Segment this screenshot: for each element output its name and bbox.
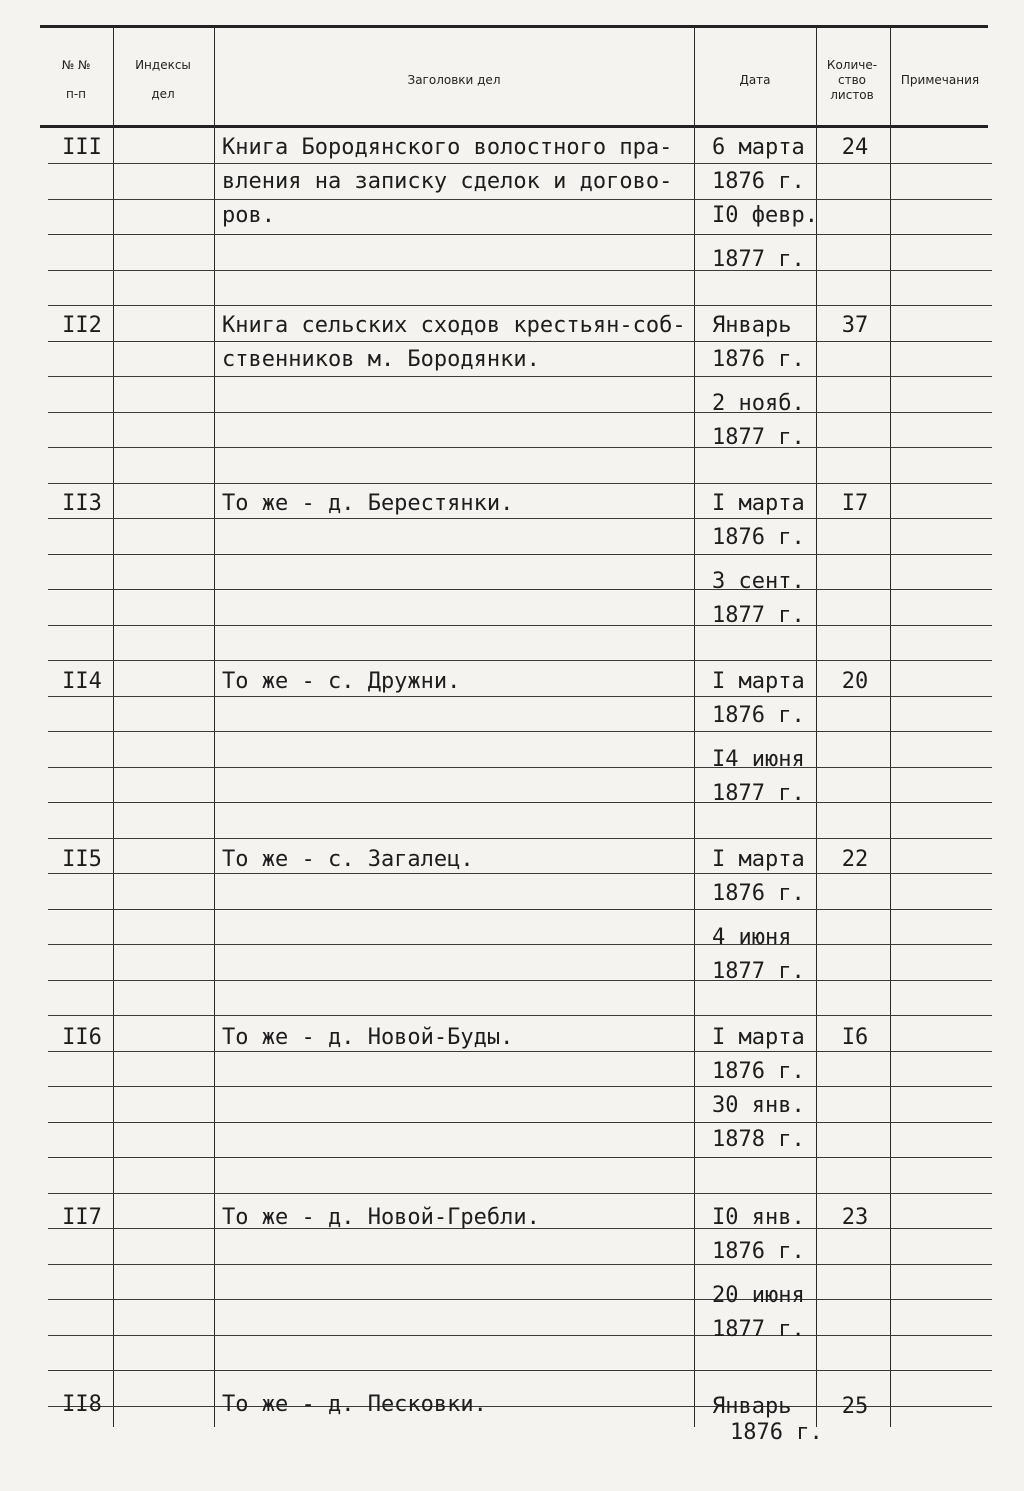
record-number: II4: [62, 669, 102, 694]
record-sheet-count: I6: [841, 1025, 869, 1050]
record-sheet-count: 24: [841, 135, 869, 160]
record-date-line: 4 июня: [712, 925, 792, 950]
header-num-line: № №: [61, 58, 91, 72]
table-row: [0, 1205, 1024, 1383]
table-row: [0, 847, 1024, 1025]
header-sheets-line: ство: [837, 72, 866, 87]
record-date-line: 1877 г.: [712, 959, 805, 984]
record-sheet-count: I7: [841, 491, 869, 516]
record-date-line: 2 нояб.: [712, 391, 805, 416]
record-title-line: То же - д. Берестянки.: [222, 491, 514, 516]
header-title: Заголовки дел: [407, 72, 501, 87]
header-num: [40, 40, 112, 120]
record-title-line: ственников м. Бородянки.: [222, 347, 540, 372]
record-title-line: То же - д. Песковки.: [222, 1392, 487, 1417]
record-title-line: вления на записку сделок и догово-: [222, 169, 673, 194]
record-sheet-count: 25: [841, 1394, 869, 1419]
record-title-line: Книга Бородянского волостного пра-: [222, 135, 673, 160]
record-date-line: I марта: [712, 1025, 805, 1050]
record-number: II3: [62, 491, 102, 516]
header-sheets: [816, 40, 888, 120]
record-number: II8: [62, 1392, 102, 1417]
header-notes: Примечания: [900, 72, 980, 87]
record-date-line: 1876 г.: [730, 1420, 823, 1445]
record-title-line: ров.: [222, 203, 275, 228]
record-date-line: 1876 г.: [712, 169, 805, 194]
table-row: [0, 669, 1024, 847]
table-row: [0, 1392, 1024, 1462]
record-title-line: То же - д. Новой-Буды.: [222, 1025, 514, 1050]
record-number: II6: [62, 1025, 102, 1050]
table-row: [0, 1025, 1024, 1203]
record-date-line: 1877 г.: [712, 603, 805, 628]
record-date-line: 3 сент.: [712, 569, 805, 594]
header-sheets-line: листов: [830, 87, 874, 102]
record-date-line: I0 февр.: [712, 203, 818, 228]
record-title-line: Книга сельских сходов крестьян-соб-: [222, 313, 686, 338]
record-date-line: I марта: [712, 847, 805, 872]
record-date-line: 1876 г.: [712, 703, 805, 728]
record-date-line: 6 марта: [712, 135, 805, 160]
record-sheet-count: 23: [841, 1205, 869, 1230]
record-date-line: 1876 г.: [712, 347, 805, 372]
header-date: Дата: [739, 72, 771, 87]
record-number: II5: [62, 847, 102, 872]
record-sheet-count: 37: [841, 313, 869, 338]
header-index-line: дел: [151, 87, 175, 101]
record-date-line: 1877 г.: [712, 425, 805, 450]
record-date-line: 1878 г.: [712, 1127, 805, 1152]
table-row: [0, 491, 1024, 669]
header-sheets-line: Количе-: [826, 57, 878, 72]
header-index: [114, 40, 212, 120]
header-bottom-rule: [40, 125, 988, 128]
record-date-line: 1876 г.: [712, 881, 805, 906]
record-date-line: 1876 г.: [712, 525, 805, 550]
record-date-line: 1876 г.: [712, 1059, 805, 1084]
table-row: [0, 313, 1024, 491]
record-number: II7: [62, 1205, 102, 1230]
record-date-line: 1877 г.: [712, 781, 805, 806]
header-index-line: Индексы: [135, 58, 191, 72]
header-top-rule: [40, 25, 988, 28]
record-title-line: То же - д. Новой-Гребли.: [222, 1205, 540, 1230]
record-date-line: I марта: [712, 669, 805, 694]
record-date-line: 20 июня: [712, 1283, 805, 1308]
record-sheet-count: 20: [841, 669, 869, 694]
table-row: [0, 135, 1024, 313]
record-date-line: 1877 г.: [712, 1317, 805, 1342]
record-date-line: I0 янв.: [712, 1205, 805, 1230]
header-num-line: п-п: [65, 87, 87, 101]
record-date-line: 1877 г.: [712, 247, 805, 272]
record-number: III: [62, 135, 102, 160]
record-sheet-count: 22: [841, 847, 869, 872]
record-date-line: Январь: [712, 313, 792, 338]
record-date-line: 1876 г.: [712, 1239, 805, 1264]
record-number: II2: [62, 313, 102, 338]
record-title-line: То же - с. Загалец.: [222, 847, 474, 872]
record-date-line: Январь: [712, 1394, 792, 1419]
record-date-line: 30 янв.: [712, 1093, 805, 1118]
record-date-line: I марта: [712, 491, 805, 516]
record-date-line: I4 июня: [712, 747, 805, 772]
record-title-line: То же - с. Дружни.: [222, 669, 461, 694]
